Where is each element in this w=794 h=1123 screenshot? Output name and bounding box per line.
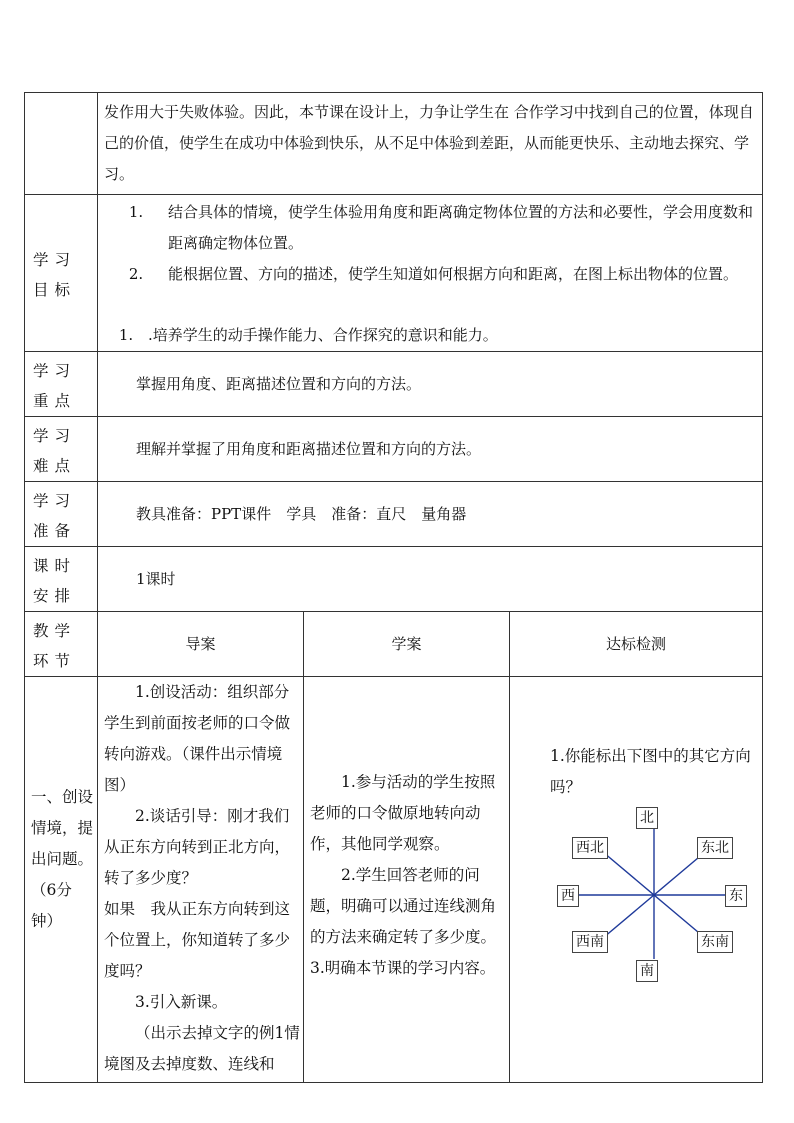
direction-southeast: 东南 — [697, 931, 733, 953]
schedule-label: 课时安排 — [25, 547, 98, 612]
guide-item-3: 如果 我从正东方向转到这个位置上，你知道转了多少度吗？ — [104, 900, 291, 980]
lesson-plan-table — [24, 92, 763, 1083]
direction-southwest: 西南 — [572, 931, 608, 953]
direction-northeast: 东北 — [697, 837, 733, 859]
study-column-header: 学案 — [304, 612, 510, 677]
direction-north: 北 — [636, 807, 658, 829]
study-item-1: 1.参与活动的学生按照老师的口令做原地转向动作，其他同学观察。 — [310, 773, 496, 853]
key-point-text: 掌握用角度、距离描述位置和方向的方法。 — [136, 374, 422, 393]
objective-item-3: 1. .培养学生的动手操作能力、合作探究的意识和能力。 — [118, 326, 498, 344]
intro-text: 发作用大于失败体验。因此，本节课在设计上，力争让学生在 合作学习中找到自己的位置，体现自己的价值，使学生在成功中体验到快乐，从不足中体验到差距，从而能更快乐、主动地去探究、学习。 — [104, 103, 754, 183]
guide-item-1: 1.创设活动：组织部分学生到前面按老师的口令做转向游戏。（课件出示情境图） — [104, 683, 291, 794]
guide-item-4: 3.引入新课。 — [135, 993, 228, 1011]
objective-item-2: 2. 能根据位置、方向的描述，使学生知道如何根据方向和距离，在图上标出物体的位置。 — [128, 265, 739, 283]
direction-south: 南 — [636, 960, 658, 982]
direction-east: 东 — [725, 885, 747, 907]
difficulty-text: 理解并掌握了用角度和距离描述位置和方向的方法。 — [136, 439, 482, 458]
phase-header-label: 教学环节 — [25, 612, 98, 677]
direction-west: 西 — [557, 885, 579, 907]
guide-column-header: 导案 — [98, 612, 304, 677]
check-question: 1.你能标出下图中的其它方向吗？ — [550, 747, 751, 796]
preparation-text: 教具准备：PPT课件 学具 准备：直尺 量角器 — [136, 504, 467, 523]
direction-northwest: 西北 — [572, 837, 608, 859]
guide-item-5: （出示去掉文字的例1情境图及去掉度数、连线和 — [104, 1024, 300, 1073]
check-column-header: 达标检测 — [510, 612, 763, 677]
guide-item-2: 2.谈话引导：刚才我们从正东方向转到正北方向，转了多少度？ — [104, 807, 291, 887]
intro-label-cell — [25, 93, 98, 195]
difficulty-label: 学习难点 — [25, 417, 98, 482]
objectives-label: 学习目标 — [25, 195, 98, 352]
phase1-label: 一、创设情境，提出问题。（6分钟） — [31, 788, 94, 930]
schedule-text: 1课时 — [136, 569, 176, 588]
objective-item-1: 1. 结合具体的情境，使学生体验用角度和距离确定物体位置的方法和必要性，学会用度数和距离确定物体位置。 — [128, 203, 754, 252]
study-item-2: 2.学生回答老师的问题，明确可以通过连线测角的方法来确定转了多少度。3.明确本节课的学习内容。 — [310, 866, 497, 977]
compass-diagram — [555, 807, 765, 983]
key-point-label: 学习重点 — [25, 352, 98, 417]
preparation-label: 学习准备 — [25, 482, 98, 547]
